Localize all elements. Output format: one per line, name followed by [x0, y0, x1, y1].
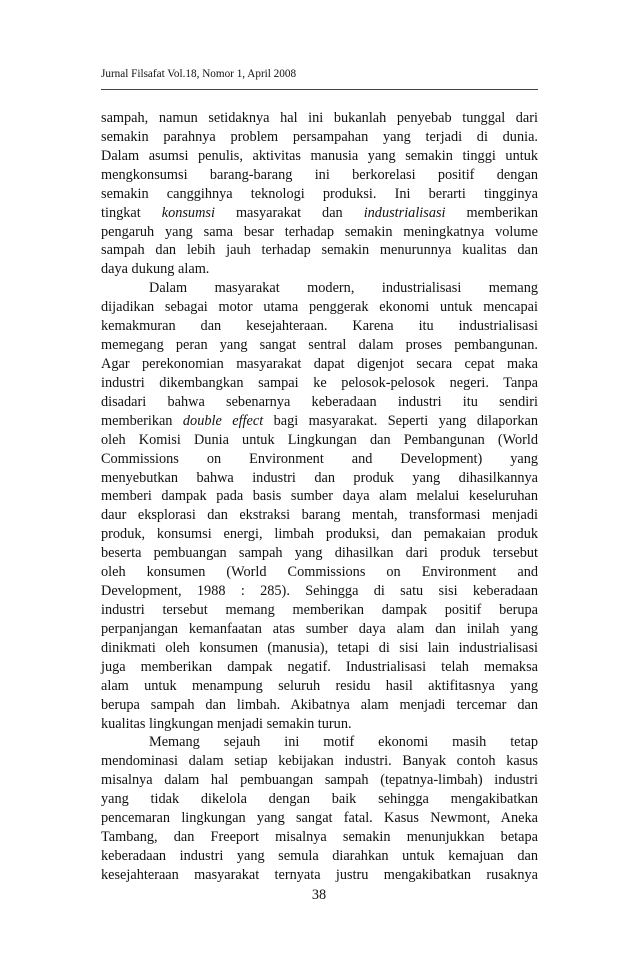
text-line: berupa sampah dan limbah. Akibatnya alam menjadi tercemar dan: [101, 696, 538, 713]
italic-term: industrialisasi: [363, 204, 446, 221]
text-line: yang tidak dikelola dengan baik sehingga mengakibatkan: [101, 791, 538, 808]
text-line: keberadaan industri yang semula diarahkan untuk kemajuan dan: [101, 847, 538, 864]
text-line: Dalam asumsi penulis, aktivitas manusia yang semakin tinggi untuk: [101, 147, 538, 164]
text-line: tingkat konsumsi masyarakat dan industrialisasi memberikan: [101, 204, 538, 221]
text-line: daur eksplorasi dan ekstraksi barang mentah, transformasi menjadi: [101, 507, 538, 524]
text-line: Commissions on Environment and Development) yang: [101, 450, 538, 467]
text-line: juga memberikan dampak negatif. Industrialisasi telah memaksa: [101, 658, 538, 675]
text-line: semakin parahnya problem persampahan yang terjadi di dunia.: [101, 128, 538, 145]
text-line: semakin canggihnya teknologi produksi. Ini berarti tingginya: [101, 185, 538, 202]
italic-term: konsumsi: [161, 204, 215, 221]
text-line: oleh Komisi Dunia untuk Lingkungan dan Pembangunan (World: [101, 431, 538, 448]
text-line: perpanjangan kemanfaatan atas sumber daya alam dan inilah yang: [101, 620, 538, 637]
text-line: Dalam masyarakat modern, industrialisasi memang: [149, 280, 538, 297]
text-line: alam untuk menampung seluruh residu hasil aktifitasnya yang: [101, 677, 538, 694]
text-line: mengkonsumsi barang-barang ini berkorelasi positif dengan: [101, 166, 538, 183]
text-line: Agar perekonomian masyarakat dapat digenjot secara cepat maka: [101, 355, 538, 372]
text-line: Development, 1988 : 285). Sehingga di satu sisi keberadaan: [101, 583, 538, 600]
text-line: kesejahteraan masyarakat ternyata justru mengakibatkan rusaknya: [101, 866, 538, 883]
text-line: daya dukung alam.: [101, 261, 210, 278]
text-line: kemakmuran dan kesejahteraan. Karena itu industrialisasi: [101, 318, 538, 335]
text-line: industri dikembangkan sampai ke pelosok-pelosok negeri. Tanpa: [101, 374, 538, 391]
text-line: dinikmati oleh konsumen (manusia), tetapi di sisi lain industrialisasi: [101, 639, 538, 656]
text-line: disadari bahwa sebenarnya keberadaan industri itu sendiri: [101, 393, 538, 410]
text-line: pencemaran lingkungan yang sangat fatal. Kasus Newmont, Aneka: [101, 810, 538, 827]
text-line: Tambang, dan Freeport misalnya semakin menunjukkan betapa: [101, 829, 538, 846]
text-line: produk, konsumsi energi, limbah produksi, dan pemakaian produk: [101, 526, 538, 543]
text-line: beserta pembuangan sampah yang dihasilkan dari produk tersebut: [101, 545, 538, 562]
text-line: memberi dampak pada basis sumber daya alam melalui keseluruhan: [101, 488, 538, 505]
italic-term: double effect: [182, 412, 264, 429]
text-line: kualitas lingkungan menjadi semakin turun.: [101, 715, 352, 732]
text-line: menyebutkan bahwa industri dan produk yang dihasilkannya: [101, 469, 538, 486]
running-title: Jurnal Filsafat Vol.18, Nomor 1, April 2008: [101, 68, 297, 80]
text-line: Memang sejauh ini motif ekonomi masih tetap: [149, 734, 538, 751]
text-line: pengaruh yang sama besar terhadap semakin meningkatnya volume: [101, 223, 538, 240]
text-line: memegang peran yang sangat sentral dalam proses pembangunan.: [101, 337, 538, 354]
text-line: mendominasi dalam setiap kebijakan industri. Banyak contoh kasus: [101, 753, 538, 770]
text-line: misalnya dalam hal pembuangan sampah (tepatnya-limbah) industri: [101, 772, 538, 789]
text-line: dijadikan sebagai motor utama penggerak ekonomi untuk mencapai: [101, 299, 538, 316]
text-line: sampah dan lebih jauh terhadap semakin menurunnya kualitas dan: [101, 242, 538, 259]
page-number: 38: [311, 887, 327, 903]
text-line: industri tersebut memang memberikan dampak positif berupa: [101, 601, 538, 618]
header-divider: [101, 89, 538, 90]
text-line: oleh konsumen (World Commissions on Environment and: [101, 564, 538, 581]
body-text: [101, 109, 538, 885]
text-line: sampah, namun setidaknya hal ini bukanlah penyebab tunggal dari: [101, 110, 538, 126]
text-line: memberikan double effect bagi masyarakat. Seperti yang dilaporkan: [101, 412, 539, 429]
